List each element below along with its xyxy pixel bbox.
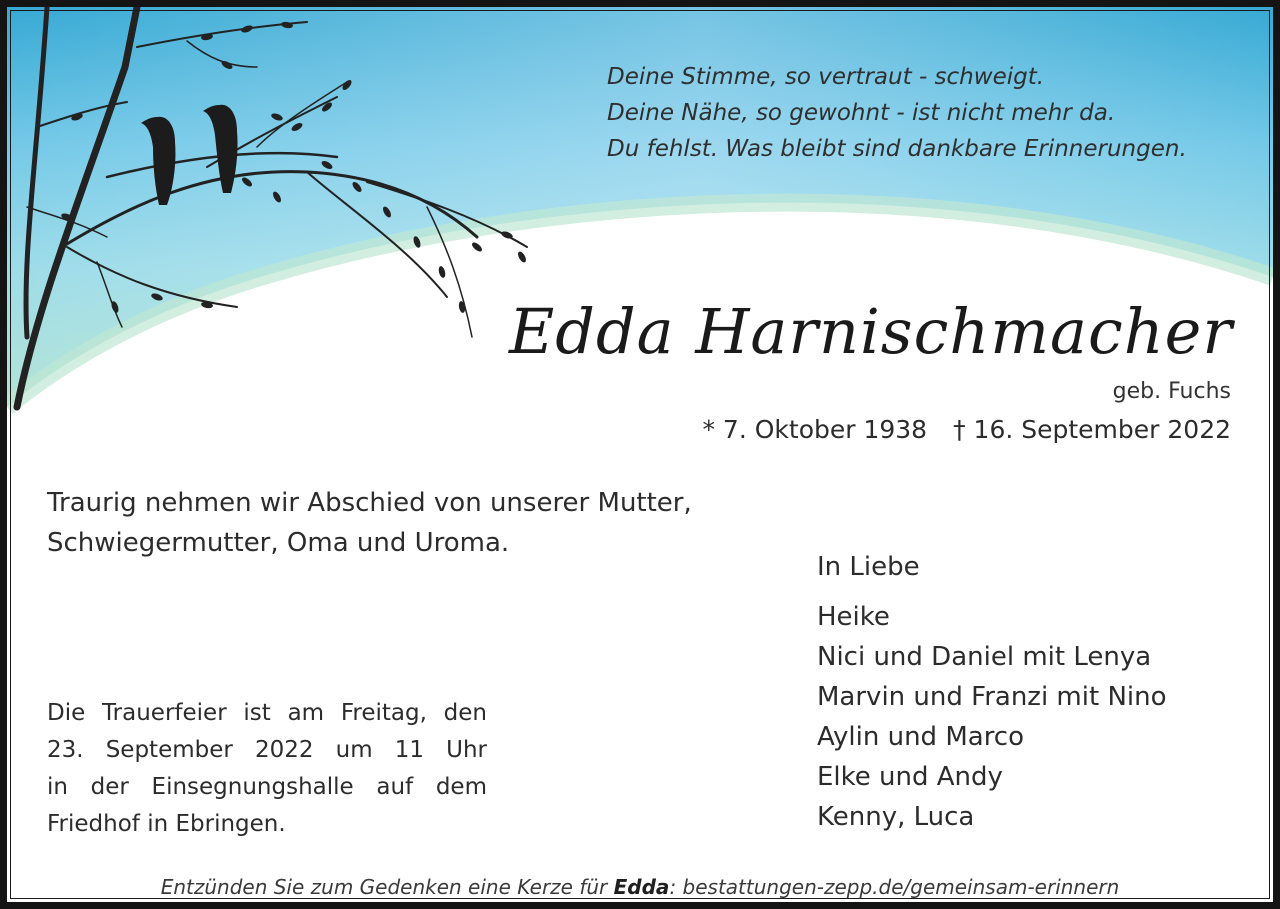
ceremony-line: in der Einsegnungshalle auf dem [47, 774, 487, 800]
footer-link[interactable]: : bestattungen-zepp.de/gemeinsam-erinnern [669, 875, 1120, 899]
deceased-name: Edda Harnischmacher [509, 295, 1233, 368]
poem-line: Du fehlst. Was bleibt sind dankbare Erinnerungen. [607, 136, 1187, 162]
farewell-text [47, 483, 692, 563]
ceremony-line: 23. September 2022 um 11 Uhr [47, 737, 487, 763]
life-dates [702, 415, 1231, 444]
tree-with-birds-illustration [7, 7, 567, 427]
birth-name: geb. Fuchs [1112, 379, 1231, 404]
mourner-name: Heike [817, 602, 890, 632]
poem-line: Deine Nähe, so gewohnt - ist nicht mehr da. [607, 100, 1116, 126]
mourner-name: Elke und Andy [817, 762, 1003, 792]
farewell-line: Traurig nehmen wir Abschied von unserer Mutter, [47, 488, 692, 518]
two-birds-on-branch-icon [141, 105, 238, 205]
ceremony-line: Die Trauerfeier ist am Freitag, den [47, 700, 487, 726]
mourner-name: Nici und Daniel mit Lenya [817, 642, 1152, 672]
mourners-list [817, 547, 1167, 837]
mourner-name: Kenny, Luca [817, 802, 975, 832]
ceremony-line: Friedhof in Ebringen. [47, 811, 286, 837]
poem-line: Deine Stimme, so vertraut - schweigt. [607, 64, 1045, 90]
footer-name: Edda [613, 875, 670, 899]
ceremony-info [47, 695, 487, 843]
farewell-line: Schwiegermutter, Oma und Uroma. [47, 528, 510, 558]
mourner-name: Marvin und Franzi mit Nino [817, 682, 1167, 712]
memorial-candle-footer [7, 875, 1273, 899]
mourner-name: Aylin und Marco [817, 722, 1025, 752]
footer-prefix: Entzünden Sie zum Gedenken eine Kerze für [160, 875, 614, 899]
mourners-heading: In Liebe [817, 552, 920, 582]
birth-date: * 7. Oktober 1938 [702, 415, 928, 444]
death-date: † 16. September 2022 [953, 415, 1231, 444]
poem [607, 59, 1187, 167]
